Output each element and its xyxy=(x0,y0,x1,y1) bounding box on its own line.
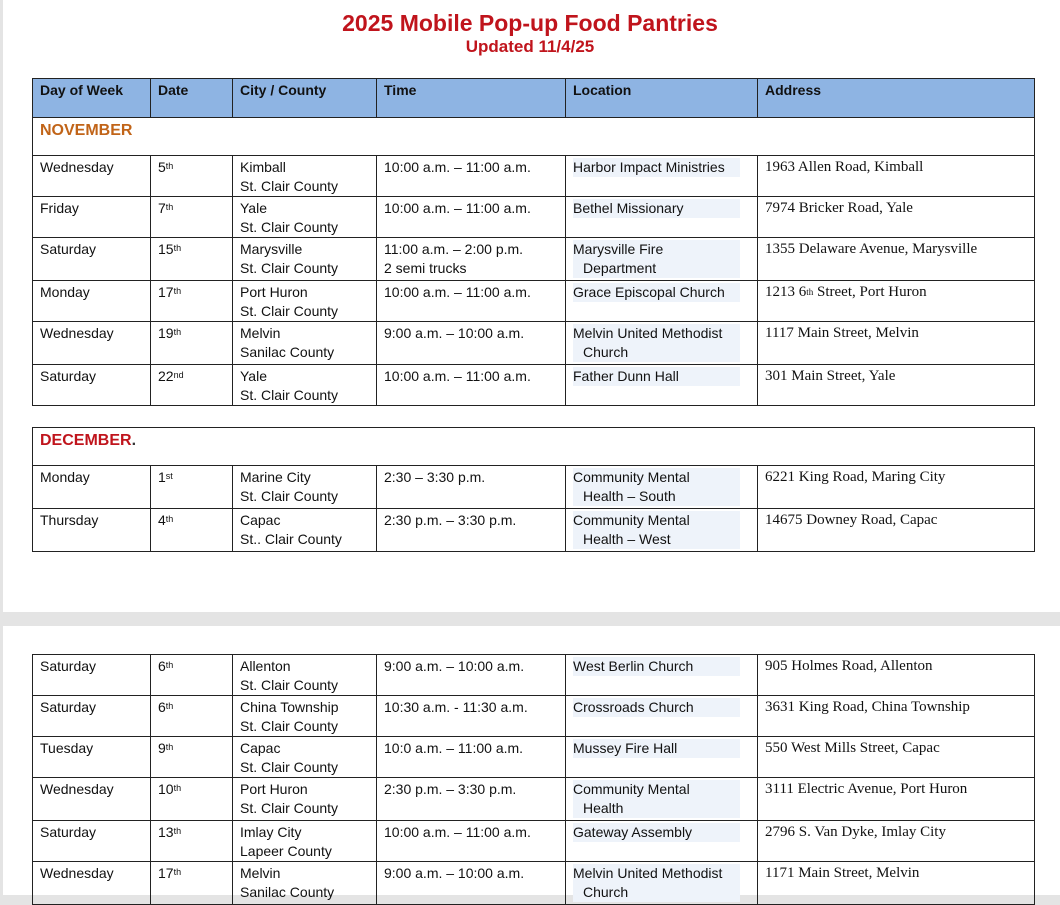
date-number: 19 xyxy=(158,325,174,341)
location-box xyxy=(573,864,740,902)
address-text: 2796 S. Van Dyke, Imlay City xyxy=(765,824,946,840)
cell-address xyxy=(758,466,1035,509)
location-box xyxy=(573,780,740,818)
city-text: Yale xyxy=(240,368,267,384)
cell-time xyxy=(377,821,566,862)
cell-city xyxy=(233,737,377,778)
location-text: Marysville Fire xyxy=(573,241,664,257)
cell-city xyxy=(233,365,377,406)
time-text: 9:00 a.m. – 10:00 a.m. xyxy=(384,658,525,674)
cell-address xyxy=(758,509,1035,552)
cell-location xyxy=(566,322,758,365)
cell-day xyxy=(33,322,151,365)
date-number: 7 xyxy=(158,200,166,216)
date-number: 1 xyxy=(158,469,166,485)
location-box xyxy=(573,240,740,278)
cell-date xyxy=(151,365,233,406)
location-text: West Berlin Church xyxy=(573,658,694,674)
address-suffix: th xyxy=(806,287,814,297)
table-row xyxy=(33,281,1035,322)
cell-city xyxy=(233,281,377,322)
day-text: Thursday xyxy=(40,512,99,528)
location-box xyxy=(573,199,740,218)
cell-address xyxy=(758,696,1035,737)
county-text: St. Clair County xyxy=(240,387,339,403)
location-box xyxy=(573,158,740,177)
cell-time xyxy=(377,466,566,509)
cell-location xyxy=(566,238,758,281)
location-text: Community Mental xyxy=(573,781,690,797)
county-text: St. Clair County xyxy=(240,677,339,693)
location-text: Melvin United Methodist xyxy=(573,865,723,881)
month-december xyxy=(33,428,1035,466)
cell-location xyxy=(566,509,758,552)
date-number: 9 xyxy=(158,740,166,756)
table-row xyxy=(33,821,1035,862)
cell-address xyxy=(758,197,1035,238)
table-row xyxy=(33,365,1035,406)
address-text: 301 Main Street, Yale xyxy=(765,368,896,384)
date-number: 10 xyxy=(158,781,174,797)
day-text: Saturday xyxy=(40,699,97,715)
time-note: 2 semi trucks xyxy=(384,260,467,276)
day-text: Saturday xyxy=(40,241,97,257)
cell-address xyxy=(758,655,1035,696)
cell-time xyxy=(377,238,566,281)
cell-city xyxy=(233,696,377,737)
month-december-label: DECEMBER xyxy=(40,432,132,449)
december-table xyxy=(32,427,1035,552)
table-row xyxy=(33,737,1035,778)
location-box xyxy=(573,511,740,549)
date-number: 4 xyxy=(158,512,166,528)
month-december-dot: . xyxy=(131,432,137,449)
cell-city xyxy=(233,862,377,905)
county-text: St. Clair County xyxy=(240,488,339,504)
day-text: Monday xyxy=(40,469,90,485)
cell-date xyxy=(151,322,233,365)
county-text: St. Clair County xyxy=(240,219,339,235)
cell-date xyxy=(151,821,233,862)
cell-day xyxy=(33,466,151,509)
date-number: 22 xyxy=(158,368,174,384)
cell-location xyxy=(566,655,758,696)
date-suffix: nd xyxy=(173,370,184,380)
date-number: 17 xyxy=(158,865,174,881)
cell-time xyxy=(377,696,566,737)
cell-day xyxy=(33,238,151,281)
day-text: Wednesday xyxy=(40,159,114,175)
cell-day xyxy=(33,281,151,322)
location-box xyxy=(573,283,740,302)
address-text: 550 West Mills Street, Capac xyxy=(765,740,940,756)
cell-location xyxy=(566,466,758,509)
cell-city xyxy=(233,778,377,821)
cell-time xyxy=(377,737,566,778)
document-title: 2025 Mobile Pop-up Food Pantries xyxy=(342,10,718,36)
cell-address xyxy=(758,821,1035,862)
cell-date xyxy=(151,778,233,821)
city-text: Kimball xyxy=(240,159,286,175)
county-text: St. Clair County xyxy=(240,303,339,319)
date-suffix: th xyxy=(173,243,182,253)
cell-date xyxy=(151,197,233,238)
cell-date xyxy=(151,466,233,509)
cell-day xyxy=(33,197,151,238)
table-row xyxy=(33,466,1035,509)
time-text: 10:00 a.m. – 11:00 a.m. xyxy=(384,368,531,384)
table-row xyxy=(33,509,1035,552)
cell-day xyxy=(33,156,151,197)
cell-location xyxy=(566,862,758,905)
header-time: Time xyxy=(377,79,566,118)
cell-city xyxy=(233,322,377,365)
location-box xyxy=(573,468,740,506)
city-text: Port Huron xyxy=(240,284,308,300)
table-row xyxy=(33,197,1035,238)
cell-address xyxy=(758,156,1035,197)
location-text-2: Health – West xyxy=(583,531,671,547)
time-text: 11:00 a.m. – 2:00 p.m. xyxy=(384,241,524,257)
location-box xyxy=(573,324,740,362)
cell-location xyxy=(566,821,758,862)
table-row xyxy=(33,238,1035,281)
cell-time xyxy=(377,778,566,821)
date-number: 17 xyxy=(158,284,174,300)
address-text: 1117 Main Street, Melvin xyxy=(765,325,919,341)
time-text: 10:00 a.m. – 11:00 a.m. xyxy=(384,159,531,175)
location-text-2: Department xyxy=(583,260,657,276)
header-address: Address xyxy=(758,79,1035,118)
location-text: Gateway Assembly xyxy=(573,824,693,840)
time-text: 2:30 p.m. – 3:30 p.m. xyxy=(384,781,517,797)
location-box xyxy=(573,367,740,386)
city-text: Allenton xyxy=(240,658,291,674)
header-city: City / County xyxy=(233,79,377,118)
time-text: 2:30 – 3:30 p.m. xyxy=(384,469,486,485)
county-text: St. Clair County xyxy=(240,260,339,276)
address-text: 1355 Delaware Avenue, Marysville xyxy=(765,241,978,257)
location-box xyxy=(573,698,740,717)
table-row xyxy=(33,696,1035,737)
location-text: Father Dunn Hall xyxy=(573,368,679,384)
date-number: 15 xyxy=(158,241,174,257)
date-suffix: st xyxy=(165,471,173,481)
time-text: 10:00 a.m. – 11:00 a.m. xyxy=(384,284,531,300)
location-text-2: Health – South xyxy=(583,488,676,504)
location-text: Grace Episcopal Church xyxy=(573,284,725,300)
cell-address xyxy=(758,238,1035,281)
address-text: 1963 Allen Road, Kimball xyxy=(765,159,924,175)
page2-table xyxy=(32,654,1035,905)
time-text: 9:00 a.m. – 10:00 a.m. xyxy=(384,865,525,881)
location-text: Harbor Impact Ministries xyxy=(573,159,725,175)
cell-location xyxy=(566,365,758,406)
city-text: Marine City xyxy=(240,469,311,485)
november-table xyxy=(32,78,1035,406)
location-text: Bethel Missionary xyxy=(573,200,684,216)
address-text: 7974 Bricker Road, Yale xyxy=(765,200,913,216)
address-text: 6221 King Road, Maring City xyxy=(765,469,946,485)
day-text: Saturday xyxy=(40,658,97,674)
city-text: Marysville xyxy=(240,241,303,257)
day-text: Wednesday xyxy=(40,781,114,797)
date-suffix: th xyxy=(165,660,174,670)
month-november: NOVEMBER xyxy=(33,118,1035,156)
cell-location xyxy=(566,696,758,737)
cell-address xyxy=(758,365,1035,406)
time-text: 9:00 a.m. – 10:00 a.m. xyxy=(384,325,525,341)
location-text: Melvin United Methodist xyxy=(573,325,723,341)
cell-address xyxy=(758,862,1035,905)
time-text: 10:00 a.m. – 11:00 a.m. xyxy=(384,200,531,216)
day-text: Wednesday xyxy=(40,865,114,881)
table-row xyxy=(33,655,1035,696)
address-text-rest: Street, Port Huron xyxy=(813,284,927,300)
date-number: 13 xyxy=(158,824,174,840)
cell-address xyxy=(758,778,1035,821)
city-text: China Township xyxy=(240,699,339,715)
location-box xyxy=(573,657,740,676)
cell-location xyxy=(566,156,758,197)
city-text: Capac xyxy=(240,512,281,528)
date-suffix: th xyxy=(173,867,182,877)
date-suffix: th xyxy=(173,327,182,337)
date-suffix: th xyxy=(165,701,174,711)
address-text: 905 Holmes Road, Allenton xyxy=(765,658,933,674)
cell-city xyxy=(233,821,377,862)
county-text: Sanilac County xyxy=(240,884,335,900)
city-text: Imlay City xyxy=(240,824,302,840)
date-number: 5 xyxy=(158,159,166,175)
date-suffix: th xyxy=(173,826,182,836)
day-text: Wednesday xyxy=(40,325,114,341)
table-row xyxy=(33,778,1035,821)
cell-address xyxy=(758,322,1035,365)
cell-day xyxy=(33,509,151,552)
date-suffix: th xyxy=(173,783,182,793)
day-text: Friday xyxy=(40,200,79,216)
cell-location xyxy=(566,737,758,778)
city-text: Melvin xyxy=(240,865,281,881)
address-text: 3111 Electric Avenue, Port Huron xyxy=(765,781,968,797)
cell-address xyxy=(758,737,1035,778)
cell-date xyxy=(151,281,233,322)
day-text: Monday xyxy=(40,284,90,300)
address-text: 14675 Downey Road, Capac xyxy=(765,512,938,528)
cell-day xyxy=(33,737,151,778)
document-subtitle: Updated 11/4/25 xyxy=(465,37,595,56)
county-text: St. Clair County xyxy=(240,178,339,194)
county-text: Sanilac County xyxy=(240,344,335,360)
city-text: Melvin xyxy=(240,325,281,341)
location-text: Community Mental xyxy=(573,469,690,485)
location-text: Community Mental xyxy=(573,512,690,528)
cell-time xyxy=(377,862,566,905)
cell-city xyxy=(233,655,377,696)
county-text: St. Clair County xyxy=(240,718,339,734)
cell-city xyxy=(233,238,377,281)
location-box xyxy=(573,823,740,842)
city-text: Yale xyxy=(240,200,267,216)
address-text: 3631 King Road, China Township xyxy=(765,699,970,715)
location-text-2: Church xyxy=(583,344,629,360)
cell-day xyxy=(33,821,151,862)
location-box xyxy=(573,739,740,758)
time-text: 2:30 p.m. – 3:30 p.m. xyxy=(384,512,517,528)
cell-date xyxy=(151,509,233,552)
address-text: 1171 Main Street, Melvin xyxy=(765,865,920,881)
date-suffix: th xyxy=(165,742,174,752)
cell-date xyxy=(151,238,233,281)
cell-date xyxy=(151,655,233,696)
location-text: Crossroads Church xyxy=(573,699,694,715)
city-text: Capac xyxy=(240,740,281,756)
date-number: 6 xyxy=(158,699,166,715)
location-text-2: Church xyxy=(583,884,629,900)
cell-time xyxy=(377,281,566,322)
header-location: Location xyxy=(566,79,758,118)
cell-city xyxy=(233,156,377,197)
table-row xyxy=(33,156,1035,197)
cell-date xyxy=(151,156,233,197)
cell-day xyxy=(33,862,151,905)
cell-date xyxy=(151,862,233,905)
county-text: St.. Clair County xyxy=(240,531,342,547)
table-row xyxy=(33,862,1035,905)
cell-location xyxy=(566,778,758,821)
date-suffix: th xyxy=(165,161,174,171)
time-text: 10:0 a.m. – 11:00 a.m. xyxy=(384,740,524,756)
cell-city xyxy=(233,197,377,238)
time-text: 10:00 a.m. – 11:00 a.m. xyxy=(384,824,531,840)
cell-city xyxy=(233,509,377,552)
cell-time xyxy=(377,365,566,406)
location-text-2: Health xyxy=(583,800,624,816)
county-text: Lapeer County xyxy=(240,843,332,859)
cell-day xyxy=(33,655,151,696)
cell-location xyxy=(566,197,758,238)
date-number: 6 xyxy=(158,658,166,674)
location-text: Mussey Fire Hall xyxy=(573,740,678,756)
cell-time xyxy=(377,156,566,197)
day-text: Saturday xyxy=(40,368,97,384)
header-row xyxy=(33,79,1035,118)
cell-time xyxy=(377,322,566,365)
cell-city xyxy=(233,466,377,509)
cell-location xyxy=(566,281,758,322)
date-suffix: th xyxy=(165,202,174,212)
date-suffix: th xyxy=(173,286,182,296)
cell-day xyxy=(33,696,151,737)
address-text: 1213 6 xyxy=(765,284,807,300)
county-text: St. Clair County xyxy=(240,800,339,816)
table-row xyxy=(33,322,1035,365)
cell-day xyxy=(33,778,151,821)
county-text: St. Clair County xyxy=(240,759,339,775)
time-text: 10:30 a.m. - 11:30 a.m. xyxy=(384,699,528,715)
cell-time xyxy=(377,655,566,696)
city-text: Port Huron xyxy=(240,781,308,797)
day-text: Tuesday xyxy=(40,740,94,756)
cell-day xyxy=(33,365,151,406)
cell-address xyxy=(758,281,1035,322)
header-day: Day of Week xyxy=(33,79,151,118)
cell-date xyxy=(151,696,233,737)
day-text: Saturday xyxy=(40,824,97,840)
date-suffix: th xyxy=(165,514,174,524)
cell-date xyxy=(151,737,233,778)
cell-time xyxy=(377,197,566,238)
header-date: Date xyxy=(151,79,233,118)
cell-time xyxy=(377,509,566,552)
